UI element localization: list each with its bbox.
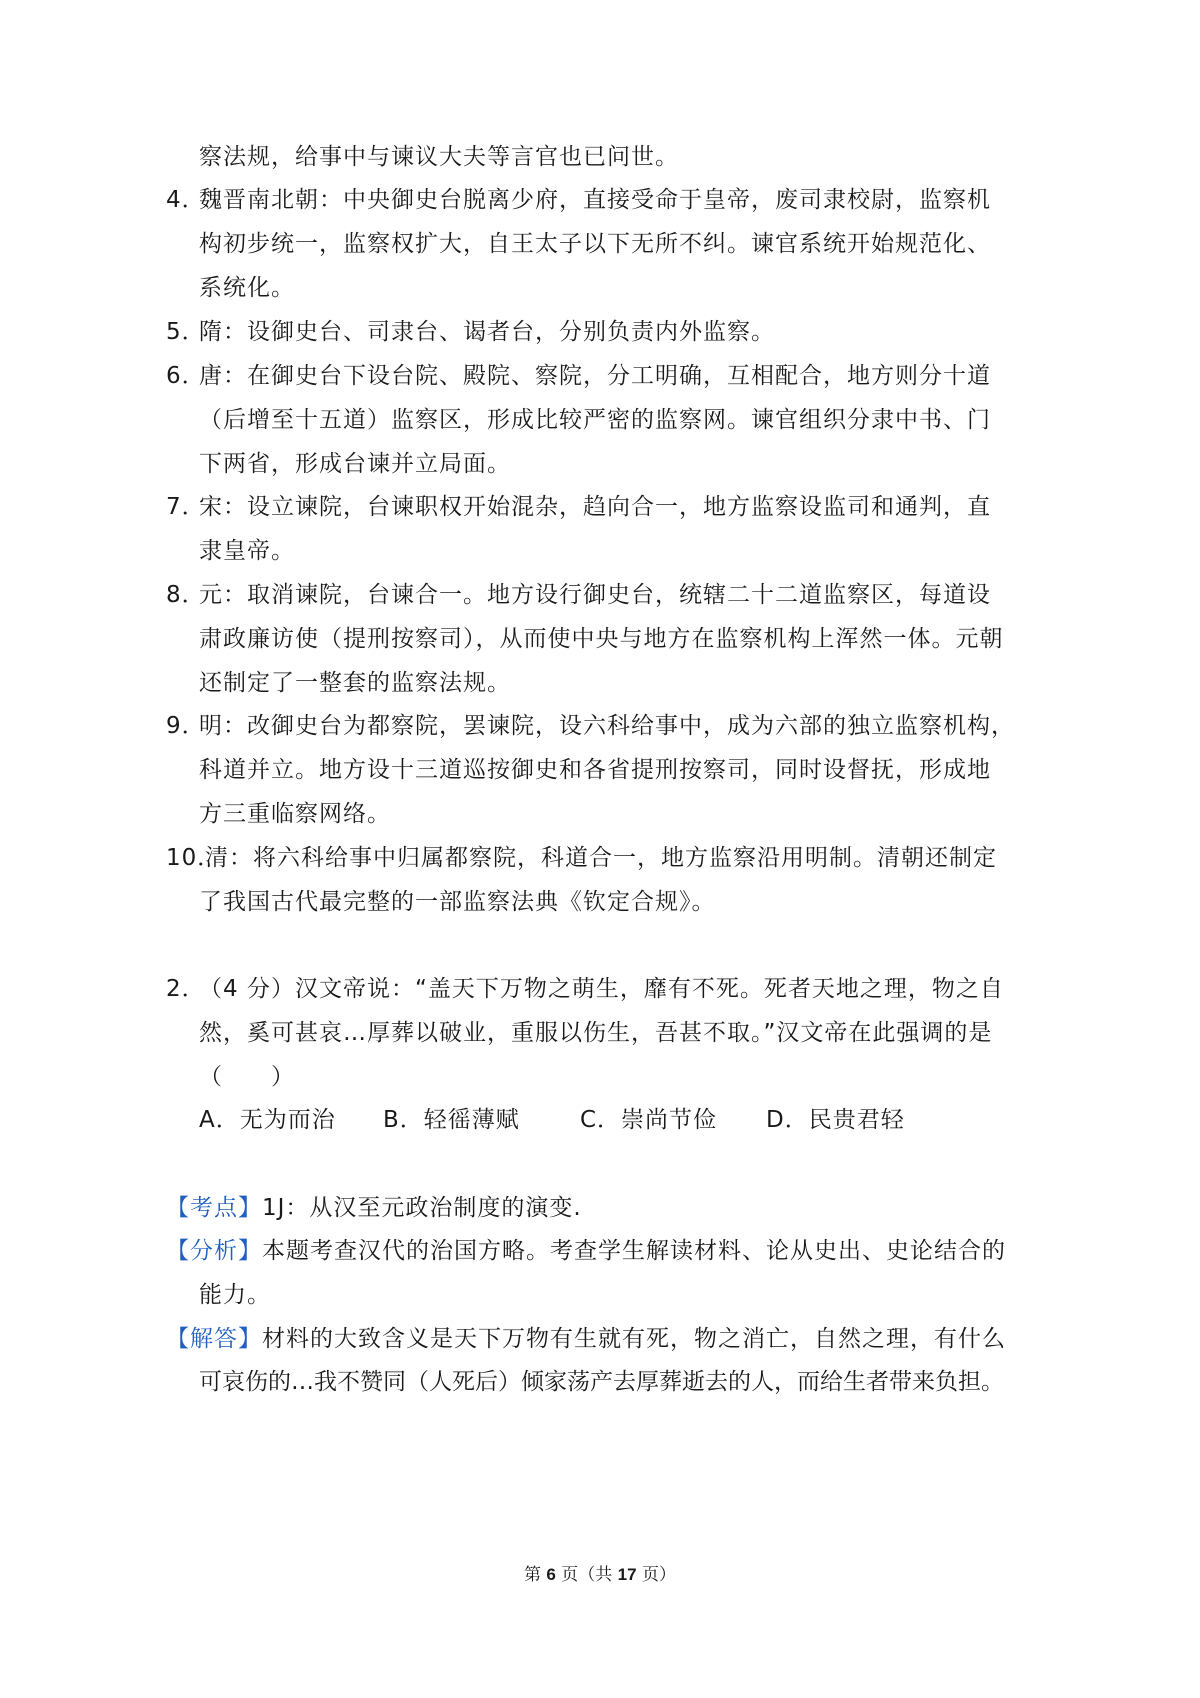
list-item-number: 4． [166,187,206,213]
list-item-line: 隋：设御史台、司隶台、谒者台，分别负责内外监察。 [199,319,775,345]
question-blank: （ ） [199,1064,295,1090]
list-item-line: 还制定了一整套的监察法规。 [199,670,511,696]
footer-prefix: 第 [523,1565,541,1585]
list-item-line: （后增至十五道）监察区，形成比较严密的监察网。谏官组织分隶中书、门 [199,407,991,433]
continued-line: 察法规，给事中与谏议大夫等言官也已问世。 [199,144,679,170]
fenxi-text-cont: 能力。 [199,1282,271,1308]
list-item-line: 方三重临察网络。 [199,801,391,827]
jieda-row [166,1324,1006,1354]
list-item-line: 下两省，形成台谏并立局面。 [199,451,511,477]
list-item-line: 明：改御史台为都察院，罢谏院，设六科给事中，成为六部的独立监察机构， [199,713,1015,739]
kaodian-row [166,1193,582,1223]
list-item-line: 了我国古代最完整的一部监察法典《钦定合规》。 [199,889,716,915]
list-item-number: 10． [166,845,222,871]
list-item-line: 清：将六科给事中归属都察院，科道合一，地方监察沿用明制。清朝还制定 [205,845,997,871]
option-d: D．民贵君轻 [766,1107,905,1133]
list-item-number: 7． [166,494,206,520]
option-a: A．无为而治 [199,1107,336,1133]
footer-middle: 页（共 [561,1565,613,1585]
question-line: 然，奚可甚哀…厚葬以破业，重服以伤生，吾甚不取。”汉文帝在此强调的是 [199,1020,993,1046]
kaodian-text: 1J：从汉至元政治制度的演变. [262,1195,582,1221]
list-item-line: 唐：在御史台下设台院、殿院、察院，分工明确，互相配合，地方则分十道 [199,363,991,389]
list-item-line: 肃政廉访使（提刑按察司），从而使中央与地方在监察机构上浑然一体。元朝 [199,626,1004,652]
fenxi-tag: 【分析】 [166,1238,262,1264]
list-item-line: 魏晋南北朝：中央御史台脱离少府，直接受命于皇帝，废司隶校尉，监察机 [199,187,991,213]
jieda-tag: 【解答】 [166,1326,262,1352]
list-item-number: 8． [166,582,206,608]
footer-total-pages: 17 [617,1565,637,1584]
jieda-text: 材料的大致含义是天下万物有生就有死，物之消亡，自然之理，有什么 [262,1326,1006,1352]
list-item-line: 科道并立。地方设十三道巡按御史和各省提刑按察司，同时设督抚，形成地 [199,757,991,783]
list-item-line: 构初步统一，监察权扩大，自王太子以下无所不纠。谏官系统开始规范化、 [199,231,991,257]
fenxi-row [166,1236,1006,1266]
list-item-number: 6． [166,363,206,389]
list-item-line: 系统化。 [199,275,295,301]
list-item-line: 隶皇帝。 [199,538,295,564]
list-item-number: 9． [166,713,206,739]
list-item-number: 5． [166,319,206,345]
option-b: B．轻徭薄赋 [383,1107,520,1133]
question-number: 2． [166,976,206,1002]
footer-page-number: 6 [546,1565,556,1584]
kaodian-tag: 【考点】 [166,1195,262,1221]
list-item-line: 元：取消谏院，台谏合一。地方设行御史台，统辖二十二道监察区，每道设 [199,582,991,608]
question-line: （4 分）汉文帝说：“盖天下万物之萌生，靡有不死。死者天地之理，物之自 [199,976,1004,1002]
page-footer [0,1563,1200,1587]
jieda-text-cont: 可哀伤的…我不赞同（人死后）倾家荡产去厚葬逝去的人，而给生者带来负担。 [199,1369,1004,1395]
footer-suffix: 页） [642,1565,676,1585]
fenxi-text: 本题考查汉代的治国方略。考查学生解读材料、论从史出、史论结合的 [262,1238,1006,1264]
option-c: C．崇尚节俭 [580,1107,718,1133]
list-item-line: 宋：设立谏院，台谏职权开始混杂，趋向合一，地方监察设监司和通判，直 [199,494,991,520]
